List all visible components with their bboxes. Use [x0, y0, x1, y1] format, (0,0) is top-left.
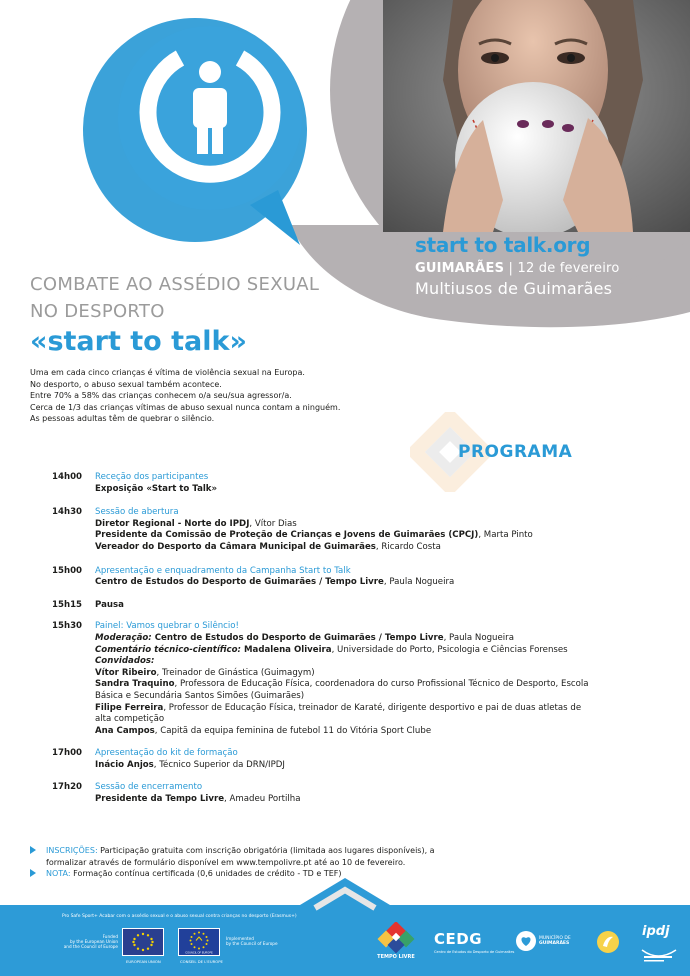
tempo-livre-icon: [376, 922, 416, 954]
speech-bubble-logo: [0, 0, 330, 250]
tempo-livre-logo: [376, 922, 416, 970]
implemented-line: Implemented: [226, 936, 254, 941]
slot-line: [95, 760, 652, 772]
intro-line: Entre 70% a 58% das crianças conhecem o/a seu/sua agressor/a.: [30, 391, 292, 400]
municipio-guimaraes-logo: [515, 930, 585, 954]
slot-line: [95, 726, 652, 738]
event-venue: Multiusos de Guimarães: [415, 279, 613, 298]
slot-line-bold: Ana Campos: [95, 725, 155, 736]
slot-line-regular: , Universidade do Porto, Psicologia e Ciências Forenses: [331, 644, 568, 655]
funding-logos: [60, 928, 292, 970]
slot-line: [95, 794, 652, 806]
slot-line-bold: Presidente da Comissão de Proteção de Crianças e Jovens de Guimarães (CPCJ): [95, 530, 479, 541]
slot-time: 14h30: [52, 507, 83, 518]
slot-line-regular: Básica e Secundária Santos Simões (Guimarães): [95, 690, 305, 701]
slot-line: [95, 577, 652, 589]
slot-line-regular: , Treinador de Ginástica (Guimagym): [156, 667, 315, 678]
title-line-2: NO DESPORTO: [30, 301, 165, 322]
slot-line-italic: Convidados:: [95, 656, 155, 667]
slot-heading: Sessão de abertura: [95, 507, 179, 518]
intro-line: No desporto, o abuso sexual também acontece.: [30, 379, 222, 389]
slot-line: [95, 668, 652, 680]
slot-line: [95, 645, 652, 657]
slot-line-bold: Sandra Traquino: [95, 679, 175, 690]
schedule: [52, 472, 652, 806]
schedule-slot: [52, 621, 652, 737]
intro-line: As pessoas adultas têm de quebrar o silêncio.: [30, 414, 215, 423]
event-date: 12 de fevereiro: [517, 261, 620, 276]
slot-line-bold: Inácio Anjos: [95, 759, 154, 770]
notes: [30, 845, 670, 880]
municipio-line: GUIMARÃES: [539, 941, 570, 947]
slot-line-regular: , Paula Nogueira: [383, 577, 455, 588]
slot-heading: Receção dos participantes: [95, 472, 209, 482]
slot-line: [95, 703, 652, 715]
slot-line-regular: , Professor de Educação Física, treinador de Karaté, dirigente desportivo e pai de duas atletas de: [163, 702, 582, 713]
event-separator: |: [508, 261, 514, 276]
slot-line-bold: Diretor Regional - Norte do IPDJ: [95, 518, 250, 529]
slot-line-bold: Centro de Estudos do Desporto de Guimarães / Tempo Livre: [95, 577, 384, 588]
eu-flag-icon: [122, 928, 164, 956]
slot-heading: Painel: Vamos quebrar o Silêncio!: [95, 621, 239, 632]
footer-tagline: Pro Safe Sport+ Acabar com o assédio sexual e o abuso sexual contra crianças no desporto (Erasmus+): [62, 914, 297, 919]
slot-line: [95, 679, 652, 691]
slot-line-bold: Filipe Ferreira: [95, 702, 164, 713]
municipio-text: [539, 936, 571, 946]
slot-line-bold: Presidente da Tempo Livre: [95, 794, 225, 805]
title-line-1: COMBATE AO ASSÉDIO SEXUAL: [30, 274, 320, 295]
slot-line-regular: , Paula Nogueira: [443, 632, 514, 643]
municipio-line: MUNICÍPIO DE: [539, 936, 571, 941]
slot-line: [95, 484, 652, 496]
intro-line: Cerca de 1/3 das crianças vítimas de abuso sexual nunca contam a ninguém.: [30, 402, 341, 412]
funded-line: and the Council of Europe: [63, 944, 118, 949]
eu-caption: EUROPEAN UNION: [126, 959, 161, 964]
slot-line: [95, 542, 652, 554]
implemented-line: by the Council of Europe: [226, 941, 278, 946]
slot-line-regular: , Professora de Educação Física, coordenadora do curso Profissional Técnico de Desporto, Escola: [174, 679, 589, 690]
note-key: NOTA:: [46, 869, 71, 878]
slot-line: [95, 519, 652, 531]
implemented-text: [226, 936, 278, 946]
event-city: GUIMARÃES: [415, 261, 505, 276]
intro-text: [30, 367, 360, 425]
note-inscricoes: [30, 845, 670, 857]
arrow-right-icon: [30, 846, 36, 854]
slot-heading: Apresentação e enquadramento da Campanha Start to Talk: [95, 565, 351, 576]
slot-time: 15h00: [52, 565, 83, 576]
ipdj-logo: [636, 920, 680, 970]
slot-line-bold: Vítor Ribeiro: [95, 667, 157, 678]
funded-line: Funded: [102, 934, 118, 939]
slot-line-bold: Exposição «Start to Talk»: [95, 483, 218, 494]
ipdj-swoosh-icon: [636, 920, 680, 970]
slot-line-italic: Comentário técnico-científico:: [95, 644, 241, 655]
slot-line-bold: Madalena Oliveira: [241, 644, 332, 655]
slot-time: 17h00: [52, 748, 83, 759]
slot-line-regular: , Técnico Superior da DRN/IPDJ: [153, 759, 285, 770]
campaign-title: «start to talk»: [30, 326, 247, 357]
coe-flag-text: COUNCIL OF EUROPE: [185, 951, 213, 955]
slot-line-bold: Centro de Estudos do Desporto de Guimarães / Tempo Livre: [151, 632, 444, 643]
schedule-slot: [52, 566, 652, 589]
council-of-europe-flag-icon: [178, 928, 220, 956]
funded-text: [60, 934, 118, 949]
coe-caption: CONSEIL DE L'EUROPE: [180, 959, 223, 964]
arrow-right-icon: [30, 869, 36, 877]
slot-line: [95, 633, 652, 645]
schedule-slot: [52, 748, 652, 771]
note-key: INSCRIÇÕES:: [46, 846, 98, 855]
note-text: Participação gratuita com inscrição obrigatória (limitada aos lugares disponíveis), a: [97, 846, 435, 855]
event-city-date: [415, 261, 619, 276]
child-baseball-illustration: [383, 0, 690, 232]
slot-line-regular: , Marta Pinto: [478, 530, 533, 541]
schedule-slot: [52, 782, 652, 805]
funded-line: by the European Union: [69, 939, 118, 944]
heart-icon: [515, 930, 537, 952]
note-text: formalizar através de formulário disponível em www.tempolivre.pt até ao 10 de fevereiro.: [46, 857, 406, 867]
slot-line-regular: alta competição: [95, 714, 165, 725]
slot-line-regular: , Ricardo Costa: [375, 541, 441, 552]
slot-line: [95, 656, 652, 668]
programa-heading: PROGRAMA: [458, 442, 573, 462]
slot-line-regular: , Amadeu Portilha: [224, 794, 301, 805]
slot-line-bold: Pausa: [95, 599, 124, 610]
tempo-livre-label: TEMPO LIVRE: [377, 954, 415, 960]
schedule-slot: [52, 472, 652, 495]
slot-line: [95, 691, 652, 703]
cedg-logo: CEDG: [434, 930, 483, 948]
cedg-subtitle: Centro de Estudos do Desporto de Guimarães: [434, 950, 515, 954]
slot-time: 14h00: [52, 472, 83, 482]
slot-heading: Sessão de encerramento: [95, 782, 203, 793]
slot-line: [95, 714, 652, 726]
slot-line-italic: Moderação:: [95, 632, 152, 643]
guimagym-logo-icon: [596, 930, 620, 954]
slot-time: 15h30: [52, 621, 83, 632]
schedule-slot: [52, 507, 652, 553]
note-inscricoes-cont: [30, 857, 670, 869]
hero-photo: [383, 0, 690, 232]
slot-line: [95, 600, 652, 612]
note-text: Formação contínua certificada (0,6 unidades de crédito - TD e TEF): [70, 869, 342, 878]
ipdj-label: ipdj: [642, 924, 670, 939]
slot-time: 15h15: [52, 599, 83, 610]
schedule-slot: [52, 600, 652, 612]
slot-line-bold: Vereador do Desporto da Câmara Municipal de Guimarães: [95, 541, 376, 552]
slot-heading: Apresentação do kit de formação: [95, 748, 238, 759]
intro-line: Uma em cada cinco crianças é vítima de violência sexual na Europa.: [30, 368, 305, 377]
footer-chevron-decoration: [300, 878, 390, 918]
slot-line-regular: , Vítor Dias: [249, 518, 297, 529]
event-website: start to talk.org: [415, 233, 591, 257]
slot-line-regular: , Capitã da equipa feminina de futebol 11 do Vitória Sport Clube: [154, 725, 432, 736]
slot-line: [95, 530, 652, 542]
slot-time: 17h20: [52, 782, 83, 793]
